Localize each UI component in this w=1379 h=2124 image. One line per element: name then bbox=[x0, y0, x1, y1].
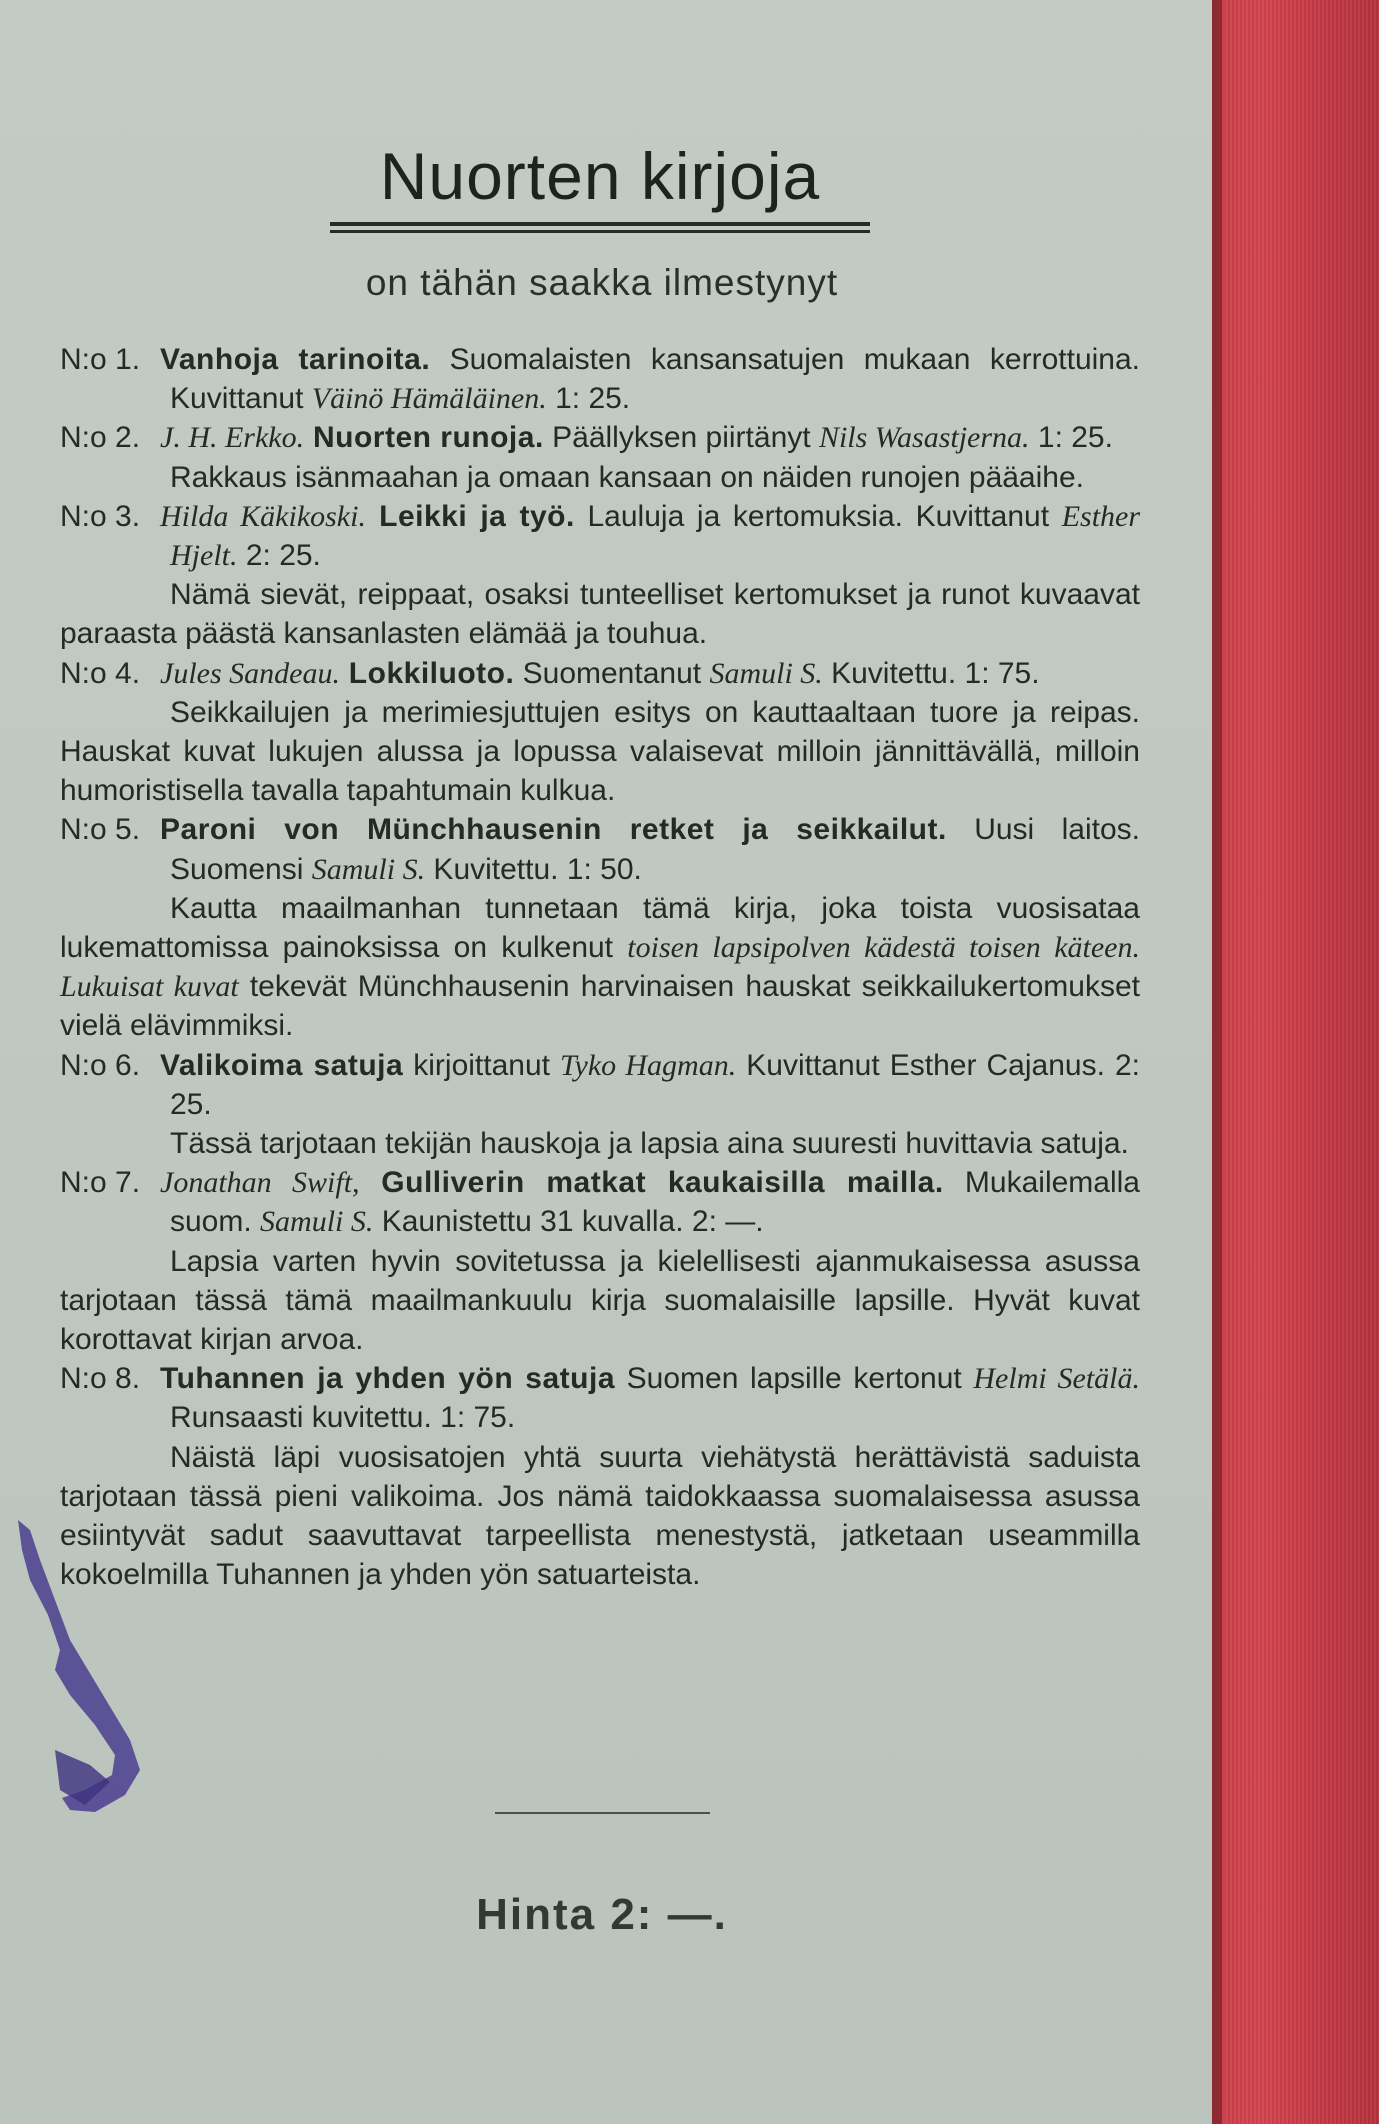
entry-description: Seikkailujen ja merimiesjuttujen esitys on kauttaaltaan tuore ja reipas. Hauskat kuvat lukujen alussa ja lopussa valaisevat milloin jännittävällä, milloin humoristisella tavalla tapahtumain kulkua. bbox=[60, 695, 1140, 808]
illustrator-name: Esther Hjelt. bbox=[170, 499, 1141, 573]
description-text: tekevät Münchhausenin harvinaisen hauskat seikkailukertomukset vielä elävimmiksi. bbox=[60, 970, 1141, 1043]
entry-description bbox=[60, 889, 1140, 1046]
translator-name: Samuli S. bbox=[311, 852, 426, 886]
entry-text: Lauluja ja kertomuksia. Kuvittanut bbox=[574, 499, 1062, 533]
entry-text: Suomen lapsille kertonut bbox=[615, 1362, 974, 1396]
title-rule-top bbox=[330, 222, 870, 226]
entry-text: Suomalaisten kansansatujen mukaan kerrottuina. Kuvittanut bbox=[170, 343, 1140, 416]
entry-number: N:o 6. bbox=[60, 1048, 141, 1082]
entry-price: Kuvitettu. 1: 75. bbox=[822, 656, 1040, 690]
book-entry-8 bbox=[60, 1359, 1140, 1437]
entry-text: Päällyksen piirtänyt bbox=[543, 421, 819, 455]
translator-name: Samuli S. bbox=[709, 656, 823, 690]
entry-price: Kaunistettu 31 kuvalla. 2: —. bbox=[373, 1205, 764, 1239]
author-name: J. H. Erkko. bbox=[160, 421, 305, 455]
price-line: Hinta 2: —. bbox=[476, 1890, 728, 1939]
book-list bbox=[60, 340, 1140, 1595]
author-name: Tyko Hagman. bbox=[560, 1048, 737, 1082]
description-italic: Lukuisat kuvat bbox=[60, 970, 239, 1004]
entry-description: Tässä tarjotaan tekijän hauskoja ja lapsia aina suuresti huvittavia satuja. bbox=[170, 1127, 1129, 1161]
entry-number: N:o 4. bbox=[60, 656, 141, 690]
book-entry-4 bbox=[60, 654, 1140, 693]
entry-description: Näistä läpi vuosisatojen yhtä suurta viehätystä herättävistä saduista tarjotaan tässä pieni valikoima. Jos nämä taidokkaassa suomalaisessa asussa esiintyvät sadut saavuttavat tarpeellista menestystä, jatketaan useammilla kokoelmilla Tuhannen ja yhden yön satuarteista. bbox=[60, 1440, 1140, 1592]
entry-price: 1: 25. bbox=[1029, 421, 1113, 455]
entry-price: 1: 25. bbox=[546, 382, 631, 416]
spine-edge bbox=[1212, 0, 1222, 2124]
bottom-rule bbox=[495, 1812, 710, 1814]
entry-text: Mukailemalla suom. bbox=[170, 1166, 1140, 1239]
entry-price: 2: 25. bbox=[237, 539, 321, 573]
book-entry-1 bbox=[60, 340, 1140, 418]
book-entry-5 bbox=[60, 810, 1140, 888]
spine-cloth-texture bbox=[1226, 0, 1379, 2124]
entry-description: Nämä sievät, reippaat, osaksi tunteelliset kertomukset ja runot kuvaavat paraasta päästä kansanlasten elämää ja touhua. bbox=[60, 578, 1140, 651]
author-name: Jonathan Swift, bbox=[160, 1166, 360, 1200]
entry-number: N:o 1. bbox=[60, 343, 141, 376]
entry-number: N:o 3. bbox=[60, 499, 141, 533]
book-title: Nuorten runoja. bbox=[304, 421, 544, 455]
book-entry-2 bbox=[60, 418, 1140, 457]
book-entry-7 bbox=[60, 1163, 1140, 1241]
title-rule-bottom bbox=[330, 230, 870, 233]
book-entry-3 bbox=[60, 497, 1140, 575]
page-title: Nuorten kirjoja bbox=[379, 139, 821, 213]
book-title: Vanhoja tarinoita. bbox=[160, 343, 431, 376]
illustrator-name: Väinö Hämäläinen. bbox=[311, 382, 547, 416]
entry-price: Kuvittanut Esther Cajanus. 2: 25. bbox=[170, 1048, 1141, 1121]
description-italic: toisen lapsipolven kädestä toisen käteen. bbox=[627, 931, 1140, 965]
author-name: Helmi Setälä. bbox=[973, 1362, 1140, 1396]
author-name: Hilda Käkikoski. bbox=[160, 499, 366, 533]
book-title: Paroni von Münchhausenin retket ja seikkailut. bbox=[160, 813, 947, 847]
book-title: Leikki ja työ. bbox=[365, 499, 575, 533]
book-title: Lokkiluoto. bbox=[339, 656, 515, 690]
book-entry-6 bbox=[60, 1046, 1140, 1124]
description-text: Kautta maailmanhan tunnetaan tämä kirja, joka toista vuosisataa lukemattomissa painoksissa on kulkenut bbox=[60, 891, 1140, 965]
entry-number: N:o 5. bbox=[60, 813, 141, 847]
entry-price: Runsaasti kuvitettu. 1: 75. bbox=[170, 1401, 516, 1435]
book-title: Valikoima satuja bbox=[160, 1048, 404, 1082]
illustrator-name: Nils Wasastjerna. bbox=[818, 421, 1030, 455]
page-subtitle: on tähän saakka ilmestynyt bbox=[365, 262, 839, 303]
entry-number: N:o 7. bbox=[60, 1166, 141, 1200]
translator-name: Samuli S. bbox=[260, 1205, 374, 1239]
entry-text: kirjoittanut bbox=[403, 1048, 561, 1082]
entry-text: Suomentanut bbox=[514, 656, 710, 690]
author-name: Jules Sandeau. bbox=[160, 656, 340, 690]
entry-number: N:o 2. bbox=[60, 421, 141, 455]
entry-text: Uusi laitos. Suomensi bbox=[170, 813, 1140, 886]
entry-description: Rakkaus isänmaahan ja omaan kansaan on näiden runojen pääaihe. bbox=[170, 460, 1084, 494]
book-title: Tuhannen ja yhden yön satuja bbox=[160, 1362, 616, 1396]
entry-description: Lapsia varten hyvin sovitetussa ja kielellisesti ajanmukaisessa asussa tarjotaan tässä tämä maailmankuulu kirja suomalaisille lapsille. Hyvät kuvat korottavat kirjan arvoa. bbox=[60, 1244, 1140, 1357]
book-title: Gulliverin matkat kaukaisilla mailla. bbox=[359, 1166, 944, 1200]
entry-number: N:o 8. bbox=[60, 1362, 141, 1396]
ink-stamp-mark bbox=[0, 1520, 170, 1820]
entry-price: Kuvitettu. 1: 50. bbox=[425, 852, 642, 886]
